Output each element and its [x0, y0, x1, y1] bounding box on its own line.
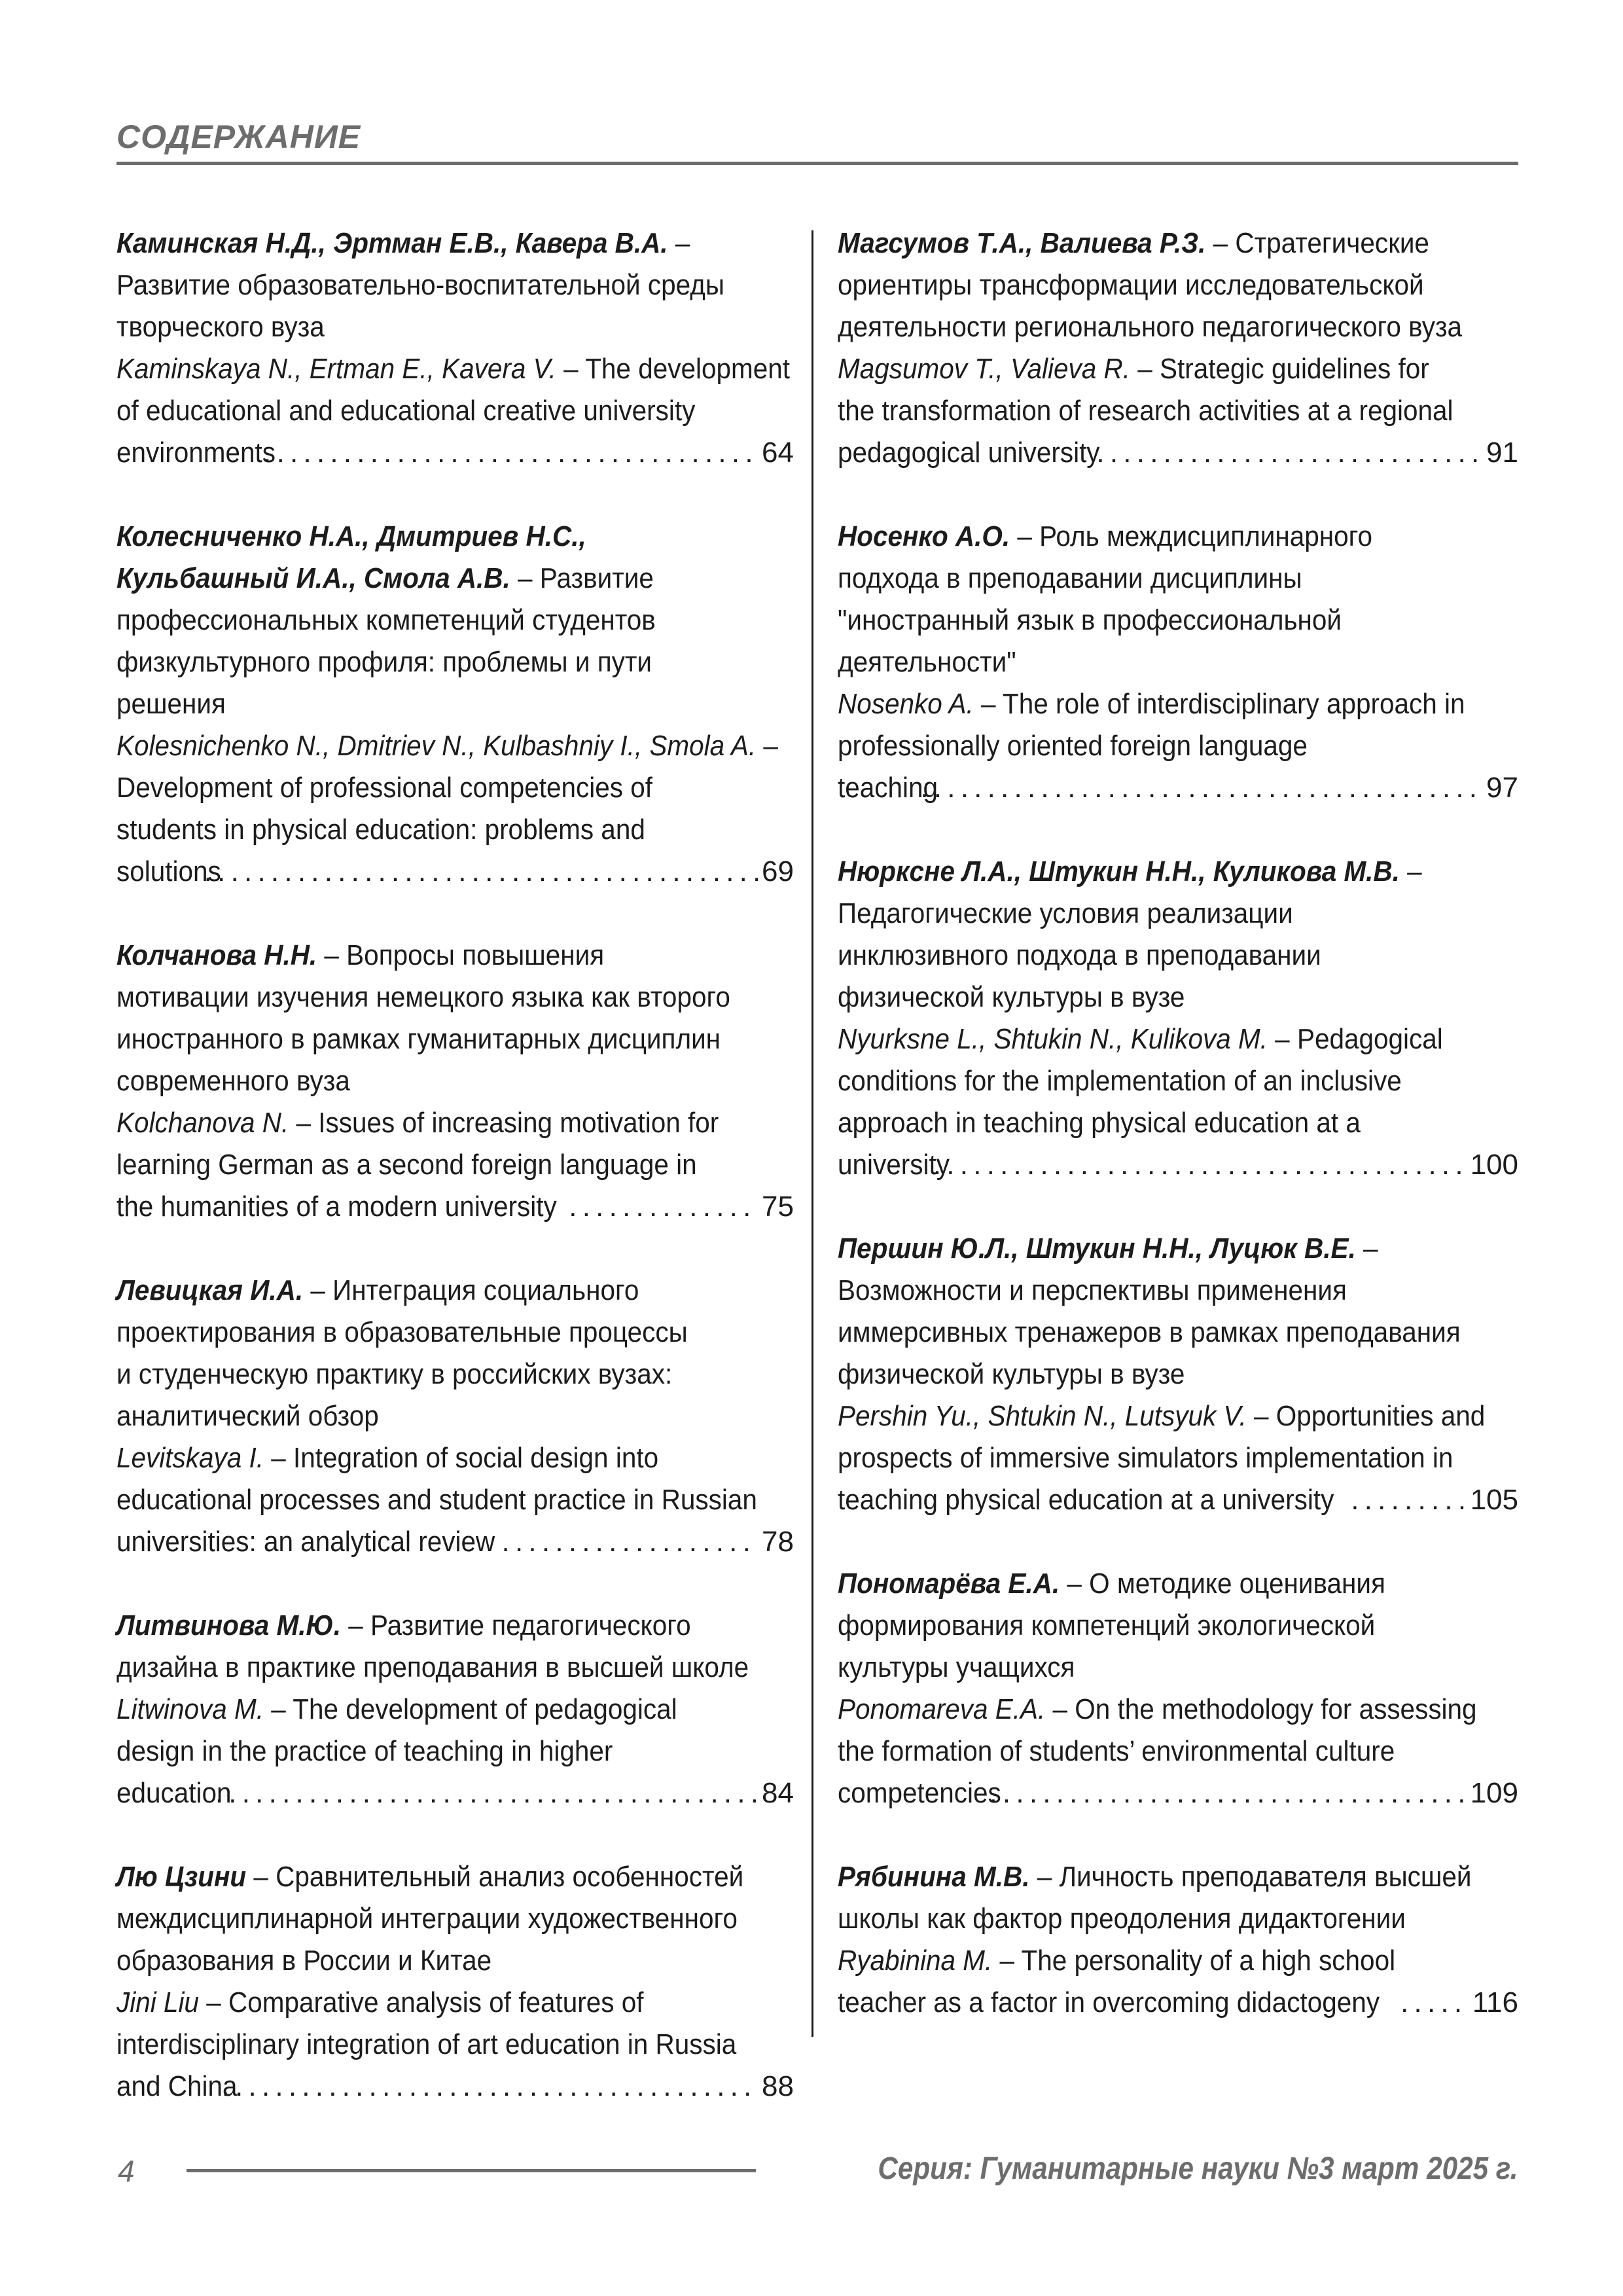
article-title: approach in teaching physical education at a [838, 1107, 1361, 1139]
article-title: – Comparative analysis of features of [199, 1986, 644, 2018]
column-divider [812, 230, 813, 2037]
authors-ru: Магсумов Т.А., Валиева Р.З. [838, 227, 1206, 259]
authors-ru: Першин Ю.Л., Штукин Н.Н., Луцюк В.Е. [838, 1232, 1356, 1265]
page-number-link[interactable]: 78 [762, 1526, 794, 1558]
article-title: – On the methodology for assessing [1045, 1693, 1477, 1725]
footer-series-title: Серия: Гуманитарные науки №3 март 2025 г. [878, 2151, 1518, 2186]
dot-leader [215, 1772, 758, 1814]
article-title-end: solutions [116, 855, 221, 888]
authors-ru: Нюрксне Л.А., Штукин Н.Н., Куликова М.В. [838, 855, 1400, 888]
authors-ru: Каминская Н.Д., Эртман Е.В., Кавера В.А. [116, 227, 668, 259]
article-title-end: education [116, 1777, 232, 1809]
authors-en: Ponomareva E.A. [838, 1693, 1046, 1725]
toc-entry[interactable] [116, 1856, 794, 2108]
toc-line [838, 1060, 1464, 1102]
toc-line [838, 1354, 1464, 1395]
page-number-link[interactable]: 69 [762, 855, 794, 888]
toc-line [116, 1856, 744, 1898]
page-number-link[interactable]: 64 [762, 437, 794, 469]
article-title: "иностранный язык в профессиональной [838, 604, 1342, 636]
toc-line [838, 893, 1464, 935]
article-title: – Стратегические [1205, 227, 1429, 259]
article-title: физической культуры в вузе [838, 1358, 1185, 1390]
toc-entry[interactable] [116, 516, 794, 893]
toc-line [838, 1856, 1472, 1898]
toc-last-line [838, 1144, 1518, 1186]
page-number-link[interactable]: 100 [1470, 1149, 1518, 1181]
authors-en: Kolchanova N. [116, 1107, 289, 1139]
toc-last-line [838, 767, 1518, 809]
toc-line [838, 223, 1464, 264]
toc-last-line [116, 2066, 794, 2108]
toc-line [116, 1647, 749, 1689]
toc-line [116, 1270, 740, 1312]
toc-column-left [116, 223, 794, 2149]
toc-line [116, 683, 740, 725]
article-title: – [1399, 855, 1422, 888]
dot-leader [1351, 1479, 1466, 1521]
article-title: физкультурного профиля: проблемы и пути [116, 646, 652, 678]
toc-line [116, 558, 740, 600]
article-title-end: university [838, 1149, 950, 1181]
article-title-end: and China [116, 2070, 238, 2102]
toc-line [838, 1940, 1464, 1982]
toc-last-line [116, 1772, 794, 1814]
toc-line [838, 1563, 1464, 1605]
page-number-link[interactable]: 109 [1470, 1777, 1518, 1809]
article-title: иностранного в рамках гуманитарных дисциплин [116, 1023, 721, 1055]
article-title: – Развитие педагогического [340, 1609, 691, 1641]
toc-line [116, 1144, 740, 1186]
article-title: культуры учащихся [838, 1651, 1075, 1683]
article-title: – The development of pedagogical [263, 1693, 677, 1725]
authors-en: Nosenko A. [838, 688, 974, 720]
toc-line [116, 1982, 740, 2024]
article-title: prospects of immersive simulators implementation in [838, 1442, 1454, 1474]
article-title: the formation of students’ environmental culture [838, 1735, 1395, 1767]
toc-entry[interactable] [838, 1228, 1518, 1521]
article-title: физической культуры в вузе [838, 981, 1185, 1013]
toc-last-line [838, 1772, 1518, 1814]
toc-line [838, 1312, 1464, 1354]
article-title: educational processes and student practice in Russian [116, 1484, 757, 1516]
authors-en: Kaminskaya N., Ertman E., Kavera V. [116, 353, 556, 385]
toc-line [116, 1018, 740, 1060]
toc-last-line [838, 1479, 1518, 1521]
dot-leader [263, 432, 758, 474]
toc-entry[interactable] [838, 1856, 1518, 2024]
toc-line [838, 306, 1464, 348]
authors-ru: Колесниченко Н.А., Дмитриев Н.С., [116, 520, 586, 552]
article-title: professionally oriented foreign language [838, 730, 1308, 762]
footer-rule [187, 2169, 756, 2172]
article-title-end: competencies [838, 1777, 1001, 1809]
toc-line [116, 390, 740, 432]
article-title: – Вопросы повышения [317, 939, 605, 971]
article-title: подхода в преподавании дисциплины [838, 562, 1302, 594]
toc-last-line [116, 1521, 794, 1563]
authors-en: Jini Liu [116, 1986, 200, 2018]
dot-leader [222, 2066, 758, 2108]
article-title: – The development [556, 353, 790, 385]
page-number-link[interactable]: 75 [762, 1191, 794, 1223]
article-title: – Роль междисциплинарного [1010, 520, 1372, 552]
toc-entry[interactable] [116, 223, 794, 474]
authors-ru: Лю Цзини [116, 1861, 247, 1893]
article-title: Development of professional competencies of [116, 772, 653, 804]
page-number-link[interactable]: 105 [1470, 1484, 1518, 1516]
toc-line [116, 641, 740, 683]
toc-entry[interactable] [838, 223, 1518, 474]
toc-line [116, 223, 740, 264]
toc-line [116, 2024, 740, 2066]
toc-line [116, 516, 740, 558]
authors-ru: Рябинина М.В. [838, 1861, 1030, 1893]
authors-en: Litwinova M. [116, 1693, 264, 1725]
toc-last-line [116, 851, 794, 893]
toc-last-line [116, 432, 794, 474]
page-number-link[interactable]: 84 [762, 1777, 794, 1809]
dot-leader [920, 767, 1482, 809]
authors-ru: Литвинова М.Ю. [116, 1609, 341, 1641]
article-title: – Integration of social design into [263, 1442, 659, 1474]
article-title: – [668, 227, 690, 259]
toc-line [116, 767, 740, 809]
toc-line [116, 1689, 740, 1731]
article-title: – Интеграция социального [303, 1274, 639, 1306]
page-number-link[interactable]: 91 [1486, 437, 1518, 469]
toc-line [116, 1437, 740, 1479]
toc-line [116, 1354, 740, 1395]
article-title: conditions for the implementation of an inclusive [838, 1065, 1402, 1097]
authors-en: Pershin Yu., Shtukin N., Lutsyuk V. [838, 1400, 1247, 1432]
article-title: Педагогические условия реализации [838, 897, 1293, 929]
article-title: – The role of interdisciplinary approach in [973, 688, 1465, 720]
article-title: решения [116, 688, 226, 720]
article-title: междисциплинарной интеграции художественного [116, 1903, 738, 1935]
article-title: профессиональных компетенций студентов [116, 604, 656, 636]
article-title: ориентиры трансформации исследовательской [838, 269, 1424, 301]
article-title-end: universities: an analytical review [116, 1526, 495, 1558]
toc-entry[interactable] [838, 516, 1518, 809]
article-title: инклюзивного подхода в преподавании [838, 939, 1321, 971]
toc-line [838, 1605, 1464, 1647]
article-title: the transformation of research activities at a regional [838, 395, 1454, 427]
toc-line [838, 725, 1464, 767]
toc-last-line [838, 432, 1518, 474]
toc-line [838, 1270, 1464, 1312]
toc-line [838, 977, 1464, 1018]
toc-line [838, 1731, 1464, 1772]
article-title: – Strategic guidelines for [1130, 353, 1429, 385]
toc-line [116, 977, 740, 1018]
article-title: деятельности" [838, 646, 1016, 678]
article-title-end: teacher as a factor in overcoming didactogeny [838, 1986, 1380, 2018]
toc-entry[interactable] [116, 1605, 794, 1814]
toc-line [116, 809, 740, 851]
article-title: аналитический обзор [116, 1400, 379, 1432]
toc-line [838, 1437, 1464, 1479]
toc-entry[interactable] [838, 1563, 1518, 1814]
authors-en: Levitskaya I. [116, 1442, 264, 1474]
toc-last-line [838, 1982, 1518, 2024]
article-title: – Личность преподавателя высшей [1029, 1861, 1472, 1893]
article-title-end: environments [116, 437, 276, 469]
page-number-link[interactable]: 97 [1486, 772, 1518, 804]
authors-ru: Колчанова Н.Н. [116, 939, 317, 971]
authors-en: Nyurksne L., Shtukin N., Kulikova M. [838, 1023, 1268, 1055]
article-title: – [756, 730, 778, 762]
toc-line [116, 1898, 740, 1940]
article-title-end: teaching physical education at a university [838, 1484, 1334, 1516]
article-title: деятельности регионального педагогического вуза [838, 311, 1463, 343]
authors-ru: Левицкая И.А. [116, 1274, 304, 1306]
toc-line [838, 851, 1464, 893]
toc-line [838, 1898, 1464, 1940]
toc-entry[interactable] [838, 851, 1518, 1186]
toc-line [838, 600, 1464, 641]
article-title: иммерсивных тренажеров в рамках преподавания [838, 1316, 1461, 1348]
toc-line [838, 1689, 1477, 1731]
toc-line [116, 600, 740, 641]
dot-leader [1096, 432, 1482, 474]
toc-column-right [838, 223, 1518, 2066]
toc-line [838, 1395, 1486, 1437]
dot-leader [569, 1186, 758, 1228]
toc-line [116, 1731, 740, 1772]
toc-line [116, 935, 740, 977]
article-title: – Сравнительный анализ особенностей [246, 1861, 744, 1893]
authors-ru: Кульбашный И.А., Смола А.В. [116, 562, 510, 594]
dot-leader [989, 1772, 1466, 1814]
article-title: – Развитие [510, 562, 654, 594]
authors-en: Kolesnichenko N., Dmitriev N., Kulbashniy I., Smola A. [116, 730, 757, 762]
toc-line [116, 1605, 740, 1647]
article-title: – Opportunities and [1246, 1400, 1486, 1432]
toc-line [116, 1060, 740, 1102]
toc-line [838, 1228, 1464, 1270]
toc-line [116, 1479, 757, 1521]
toc-line [116, 1395, 740, 1437]
toc-line [116, 1102, 740, 1144]
article-title-end: teaching [838, 772, 938, 804]
article-title: design in the practice of teaching in higher [116, 1735, 613, 1767]
dot-leader [502, 1521, 758, 1563]
authors-ru: Пономарёва Е.А. [838, 1568, 1060, 1600]
article-title: – Issues of increasing motivation for [289, 1107, 719, 1139]
toc-last-line [116, 1186, 794, 1228]
article-title: проектирования в образовательные процессы [116, 1316, 688, 1348]
toc-line [838, 264, 1464, 306]
article-title: – The personality of a high school [992, 1945, 1396, 1977]
article-title: of educational and educational creative university [116, 395, 696, 427]
toc-line [116, 725, 778, 767]
article-title: современного вуза [116, 1065, 350, 1097]
article-title: дизайна в практике преподавания в высшей школе [116, 1651, 749, 1683]
article-title: – [1355, 1232, 1378, 1265]
article-title: творческого вуза [116, 311, 325, 343]
toc-line [838, 390, 1464, 432]
toc-line [116, 264, 740, 306]
article-title: мотивации изучения немецкого языка как второго [116, 981, 730, 1013]
page-number-link[interactable]: 88 [762, 2070, 794, 2102]
article-title: – Pedagogical [1267, 1023, 1443, 1055]
article-title: и студенческую практику в российских вузах: [116, 1358, 673, 1390]
page-number-link[interactable]: 116 [1472, 1986, 1518, 2018]
dot-leader [204, 851, 758, 893]
toc-line [838, 641, 1464, 683]
dot-leader [1400, 1982, 1469, 2024]
toc-line [838, 348, 1464, 390]
article-title: interdisciplinary integration of art education in Russia [116, 2028, 737, 2060]
toc-line [838, 1102, 1464, 1144]
page-title: СОДЕРЖАНИЕ [116, 118, 361, 155]
toc-line [116, 306, 740, 348]
toc-line [838, 935, 1464, 977]
toc-line [116, 1940, 740, 1982]
title-rule [116, 162, 1518, 165]
article-title: Возможности и перспективы применения [838, 1274, 1347, 1306]
article-title: – О методике оценивания [1060, 1568, 1385, 1600]
toc-entry[interactable] [116, 935, 794, 1228]
footer-page-number: 4 [118, 2154, 135, 2188]
article-title: Развитие образовательно-воспитательной среды [116, 269, 725, 301]
article-title-end: pedagogical university [838, 437, 1100, 469]
toc-line [838, 683, 1464, 725]
toc-line [116, 1312, 740, 1354]
dot-leader [933, 1144, 1467, 1186]
article-title: школы как фактор преодоления дидактогении [838, 1903, 1406, 1935]
toc-line [838, 558, 1464, 600]
article-title: образования в России и Китае [116, 1945, 492, 1977]
article-title: learning German as a second foreign language in [116, 1149, 697, 1181]
article-title: students in physical education: problems and [116, 814, 645, 846]
authors-en: Magsumov T., Valieva R. [838, 353, 1130, 385]
toc-entry[interactable] [116, 1270, 794, 1563]
toc-line [838, 516, 1464, 558]
authors-en: Ryabinina M. [838, 1945, 993, 1977]
authors-ru: Носенко А.О. [838, 520, 1010, 552]
toc-line [838, 1018, 1464, 1060]
article-title-end: the humanities of a modern university [116, 1191, 557, 1223]
article-title: формирования компетенций экологической [838, 1609, 1376, 1641]
toc-line [116, 348, 790, 390]
toc-line [838, 1647, 1464, 1689]
